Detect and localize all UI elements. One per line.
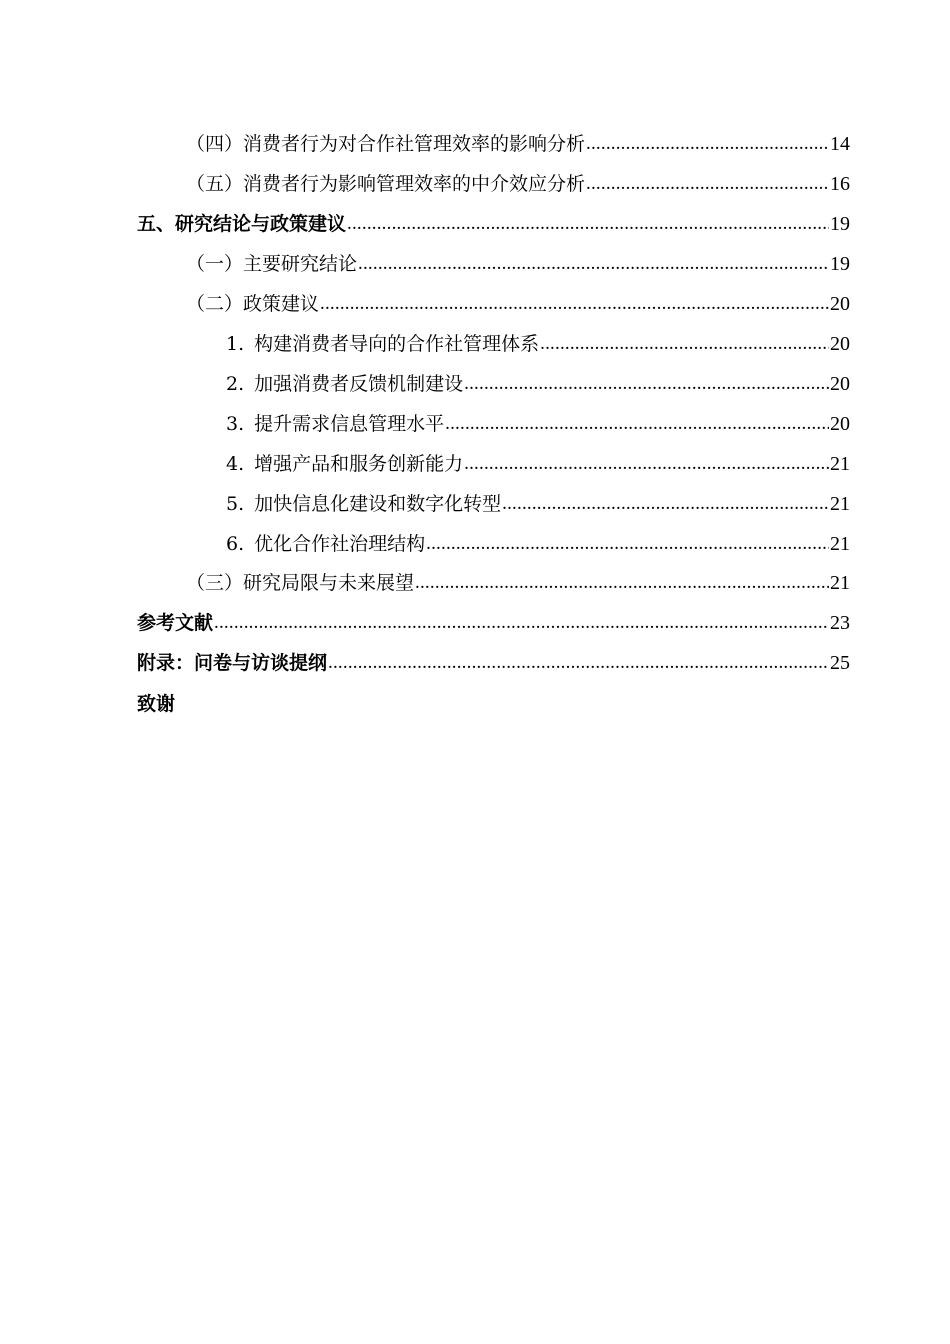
toc-entry-page: 23 bbox=[830, 612, 850, 634]
toc-entry[interactable] bbox=[186, 116, 850, 156]
toc-leader-dots bbox=[540, 332, 829, 356]
toc-leader-dots bbox=[358, 252, 829, 276]
toc-leader-dots bbox=[464, 452, 829, 476]
toc-entry-title: （五）消费者行为影响管理效率的中介效应分析 bbox=[186, 173, 586, 195]
toc-entry-number: 3. bbox=[226, 413, 245, 435]
toc-entry[interactable] bbox=[186, 236, 850, 276]
toc-entry-title bbox=[226, 332, 539, 356]
toc-entry-title bbox=[226, 532, 425, 556]
toc-entry-number: 2. bbox=[226, 373, 245, 395]
toc-entry[interactable] bbox=[226, 316, 850, 356]
toc-entry-number: 1. bbox=[226, 333, 245, 355]
toc-entry-title bbox=[226, 412, 444, 436]
toc-entry-chapter[interactable] bbox=[137, 635, 850, 675]
toc-entry[interactable] bbox=[186, 276, 850, 316]
toc-entry[interactable] bbox=[186, 156, 850, 196]
toc-entry[interactable] bbox=[226, 396, 850, 436]
toc-entry-page: 16 bbox=[830, 173, 850, 195]
toc-entry-title bbox=[226, 372, 463, 396]
toc-entry-page: 21 bbox=[830, 453, 850, 475]
toc-entry-page: 20 bbox=[830, 333, 850, 355]
toc-entry-chapter[interactable] bbox=[137, 196, 850, 236]
toc-leader-dots bbox=[586, 132, 829, 156]
toc-leader-dots bbox=[347, 212, 829, 236]
toc-entry-text: 优化合作社治理结构 bbox=[254, 533, 426, 555]
toc-leader-dots bbox=[502, 492, 829, 516]
toc-entry-page: 21 bbox=[830, 533, 850, 555]
toc-entry-page: 21 bbox=[830, 572, 850, 594]
toc-entry[interactable] bbox=[186, 555, 850, 595]
toc-entry-title: 五、研究结论与政策建议 bbox=[137, 213, 347, 235]
toc-entry-title: 参考文献 bbox=[137, 612, 214, 634]
toc-leader-dots bbox=[445, 412, 829, 436]
toc-entry[interactable] bbox=[226, 356, 850, 396]
toc-entry-page: 19 bbox=[830, 213, 850, 235]
toc-entry-text: 增强产品和服务创新能力 bbox=[254, 453, 464, 475]
toc-leader-dots bbox=[320, 292, 829, 316]
toc-entry-title: （一）主要研究结论 bbox=[186, 253, 358, 275]
toc-entry-page: 25 bbox=[830, 652, 850, 674]
toc-leader-dots bbox=[328, 651, 829, 675]
toc-entry[interactable] bbox=[226, 476, 850, 516]
toc-leader-dots bbox=[586, 172, 829, 196]
toc-entry[interactable] bbox=[226, 516, 850, 556]
toc-entry-text: 提升需求信息管理水平 bbox=[254, 413, 445, 435]
toc-leader-dots bbox=[426, 532, 829, 556]
toc-entry-title: （四）消费者行为对合作社管理效率的影响分析 bbox=[186, 133, 586, 155]
toc-entry-number: 4. bbox=[226, 453, 245, 475]
toc-entry-page: 20 bbox=[830, 293, 850, 315]
toc-entry-number: 5. bbox=[226, 493, 245, 515]
toc-entry-page: 19 bbox=[830, 253, 850, 275]
toc-entry-chapter[interactable] bbox=[137, 676, 850, 716]
toc-entry-text: 加快信息化建设和数字化转型 bbox=[254, 493, 502, 515]
toc-entry-number: 6. bbox=[226, 533, 245, 555]
toc-entry-title: 致谢 bbox=[137, 693, 176, 715]
toc-entry-title bbox=[226, 492, 501, 516]
toc-leader-dots bbox=[464, 372, 829, 396]
toc-entry-text: 加强消费者反馈机制建设 bbox=[254, 373, 464, 395]
toc-entry-page: 14 bbox=[830, 133, 850, 155]
toc-entry-text: 构建消费者导向的合作社管理体系 bbox=[254, 333, 540, 355]
toc-leader-dots bbox=[214, 611, 829, 635]
toc-entry-page: 21 bbox=[830, 493, 850, 515]
toc-leader-dots bbox=[415, 571, 829, 595]
toc-entry-title: （二）政策建议 bbox=[186, 293, 320, 315]
toc-entry-page: 20 bbox=[830, 413, 850, 435]
toc-entry[interactable] bbox=[226, 436, 850, 476]
toc-entry-page: 20 bbox=[830, 373, 850, 395]
toc-entry-chapter[interactable] bbox=[137, 595, 850, 635]
toc-entry-title: 附录：问卷与访谈提纲 bbox=[137, 652, 328, 674]
toc-entry-title bbox=[226, 452, 463, 476]
toc-entry-title: （三）研究局限与未来展望 bbox=[186, 572, 415, 594]
